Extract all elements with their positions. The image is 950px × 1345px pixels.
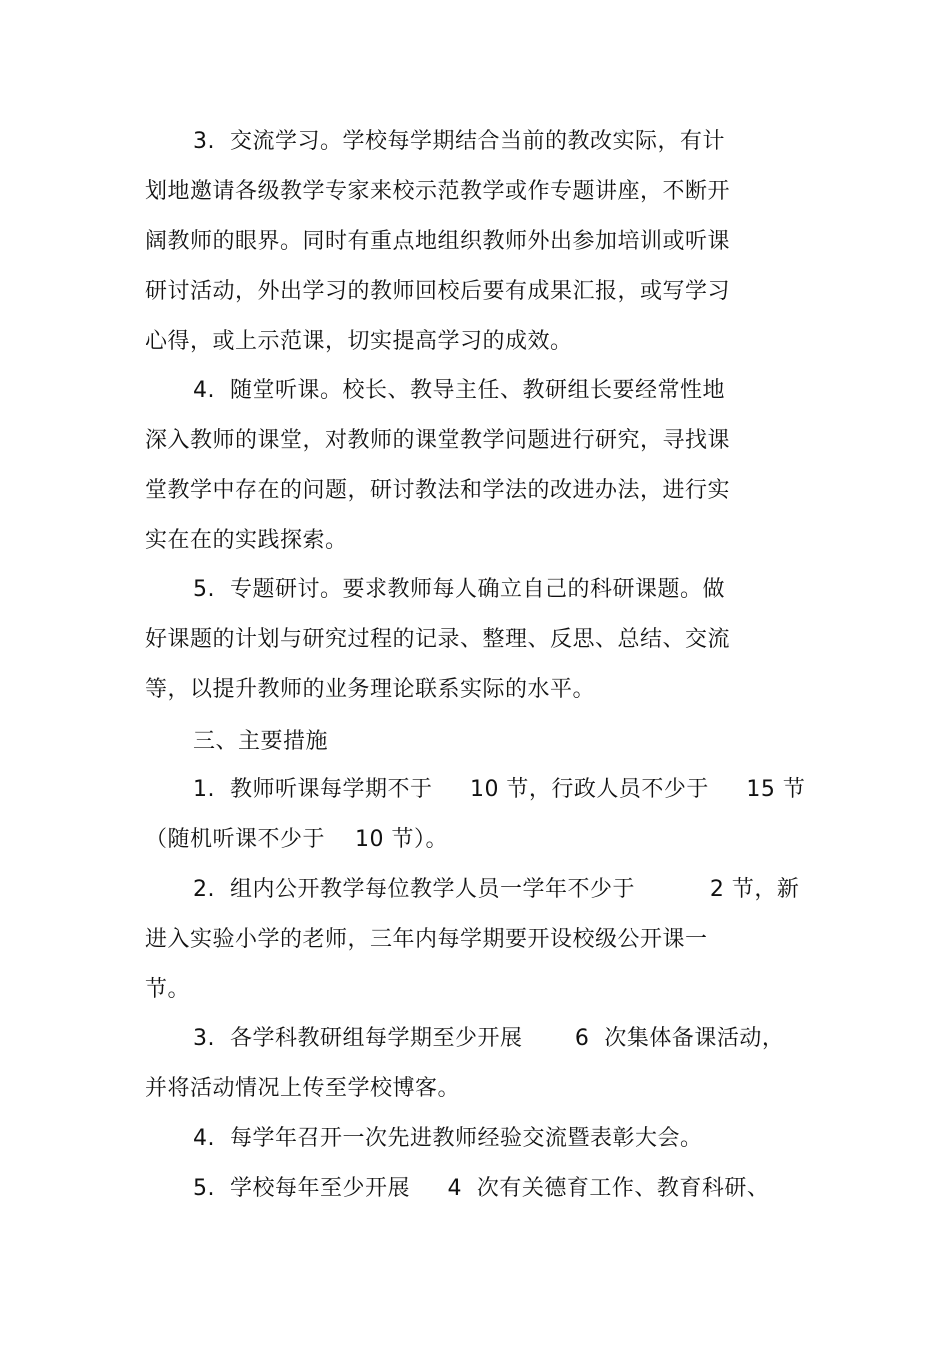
paragraph-line: （随机听课不少于 10 节）。 (145, 827, 448, 852)
section-heading: 三、主要措施 (193, 729, 329, 754)
paragraph-line: 4. 随堂听课。校长、教导主任、教研组长要经常性地 (193, 378, 725, 403)
paragraph-line: 2. 组内公开教学每位教学人员一学年不少于 2 节，新 (193, 877, 800, 902)
paragraph-line: 3. 交流学习。学校每学期结合当前的教改实际，有计 (193, 129, 725, 154)
paragraph-line: 阔教师的眼界。同时有重点地组织教师外出参加培训或听课 (145, 229, 731, 254)
paragraph-line: 并将活动情况上传至学校博客。 (145, 1076, 461, 1101)
paragraph-line: 深入教师的课堂，对教师的课堂教学问题进行研究，寻找课 (145, 428, 731, 453)
paragraph-line: 研讨活动，外出学习的教师回校后要有成果汇报，或写学习 (145, 279, 731, 304)
paragraph-line: 1. 教师听课每学期不于 10 节，行政人员不少于 15 节 (193, 777, 806, 802)
paragraph-line: 进入实验小学的老师，三年内每学期要开设校级公开课一 (145, 927, 708, 952)
paragraph-line: 堂教学中存在的问题，研讨教法和学法的改进办法，进行实 (145, 478, 731, 503)
paragraph-line: 心得，或上示范课，切实提高学习的成效。 (145, 329, 573, 354)
paragraph-line: 实在在的实践探索。 (145, 528, 348, 553)
paragraph-line: 节。 (145, 977, 191, 1002)
paragraph-line: 3. 各学科教研组每学期至少开展 6 次集体备课活动， (193, 1026, 785, 1051)
paragraph-line: 4. 每学年召开一次先进教师经验交流暨表彰大会。 (193, 1126, 703, 1151)
paragraph-line: 等，以提升教师的业务理论联系实际的水平。 (145, 677, 596, 702)
paragraph-line: 划地邀请各级教学专家来校示范教学或作专题讲座，不断开 (145, 179, 731, 204)
paragraph-line: 5. 学校每年至少开展 4 次有关德育工作、教育科研、 (193, 1176, 770, 1201)
paragraph-line: 5. 专题研讨。要求教师每人确立自己的科研课题。做 (193, 577, 725, 602)
paragraph-line: 好课题的计划与研究过程的记录、整理、反思、总结、交流 (145, 627, 731, 652)
